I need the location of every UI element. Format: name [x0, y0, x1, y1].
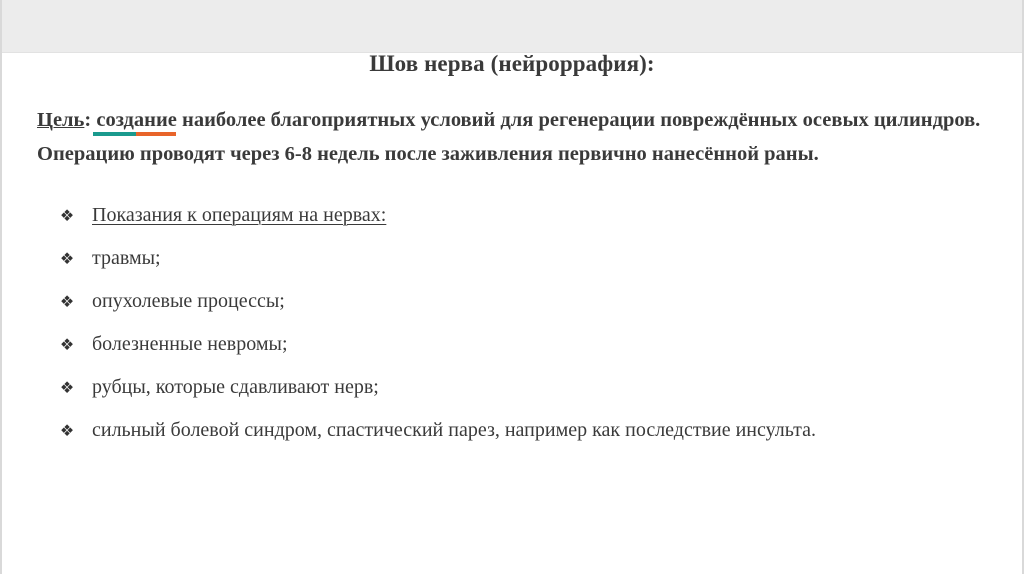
diamond-bullet-icon: ❖ — [59, 421, 75, 440]
diamond-bullet-icon: ❖ — [59, 335, 75, 354]
top-band — [0, 0, 1024, 53]
list-item — [56, 237, 816, 280]
indications-list — [56, 194, 816, 452]
list-item-text: травмы; — [92, 247, 161, 269]
goal-text: : создание наиболее благоприятных условий для регенерации повреждённых осевых цилиндров. Операцию проводят через 6-8 недель после заживления первично нанесённой раны. — [37, 109, 981, 165]
goal-label: Цель — [37, 109, 85, 131]
accent-bar-teal — [93, 132, 136, 136]
list-item-text: болезненные невромы; — [92, 333, 288, 355]
goal-paragraph — [37, 103, 997, 171]
list-item — [56, 366, 816, 409]
list-item — [56, 323, 816, 366]
diamond-bullet-icon: ❖ — [59, 206, 75, 225]
list-item-text: рубцы, которые сдавливают нерв; — [92, 376, 379, 398]
list-item — [56, 409, 816, 452]
list-item-text: опухолевые процессы; — [92, 290, 285, 312]
list-item — [56, 280, 816, 323]
indications-heading — [56, 194, 816, 237]
indications-heading-text: Показания к операциям на нервах: — [92, 204, 387, 226]
slide-title: Шов нерва (нейроррафия): — [369, 51, 655, 76]
slide-left-edge — [0, 0, 2, 574]
diamond-bullet-icon: ❖ — [59, 249, 75, 268]
list-item-text: сильный болевой синдром, спастический парез, например как последствие инсульта. — [92, 419, 816, 441]
diamond-bullet-icon: ❖ — [59, 292, 75, 311]
diamond-bullet-icon: ❖ — [59, 378, 75, 397]
accent-bar-orange — [136, 132, 176, 136]
